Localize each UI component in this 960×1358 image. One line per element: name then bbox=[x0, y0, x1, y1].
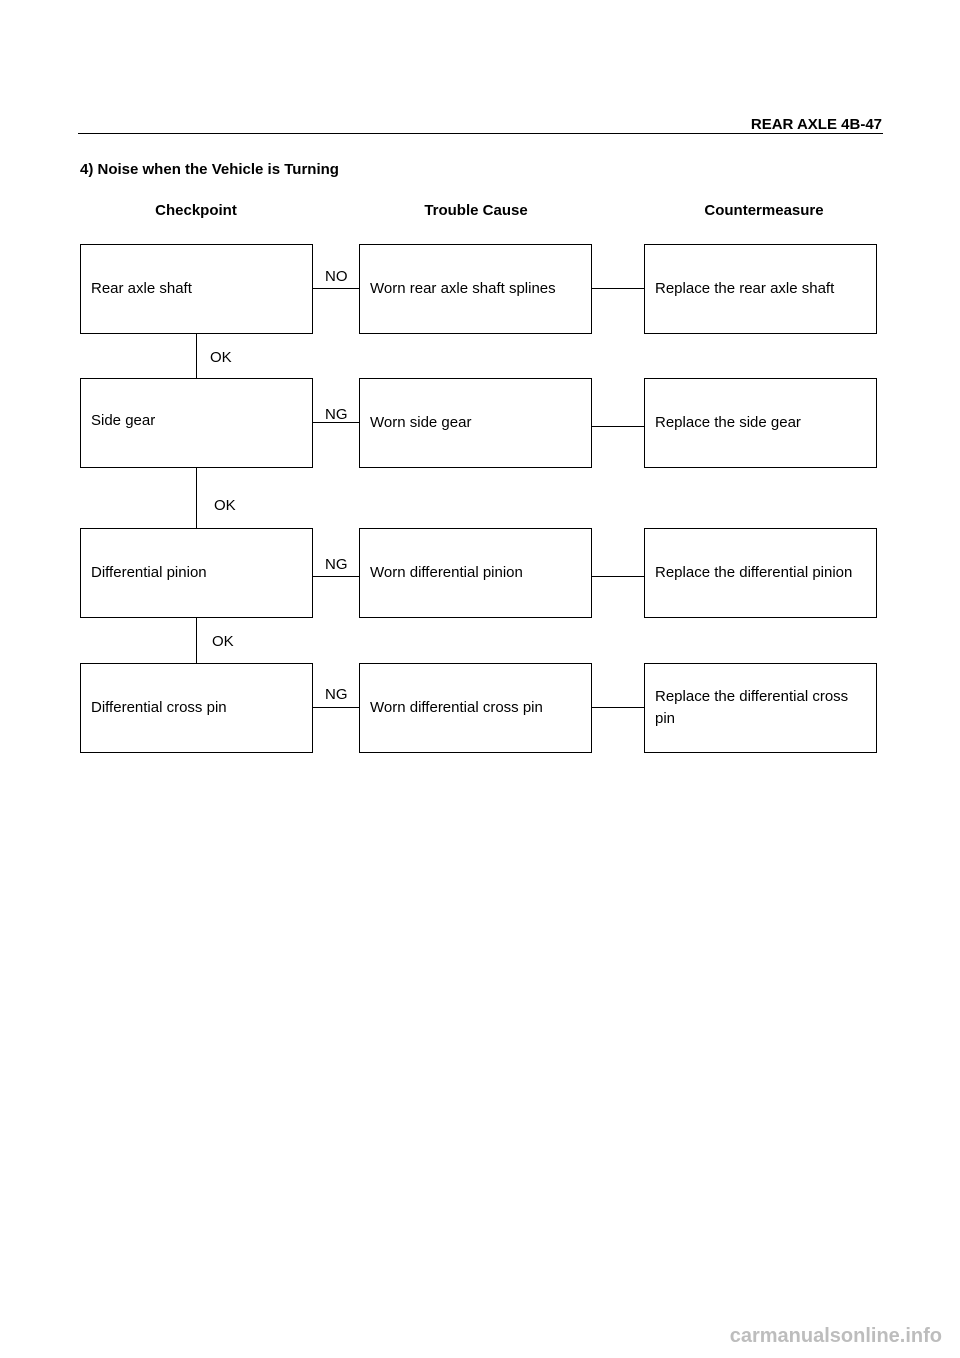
checkpoint-label: Rear axle shaft bbox=[91, 280, 192, 297]
connector-line bbox=[591, 707, 645, 708]
connector-line bbox=[312, 288, 360, 289]
result-label: NG bbox=[325, 406, 348, 423]
countermeasure-label: Replace the differential pinion bbox=[655, 564, 853, 581]
page-header-title: REAR AXLE 4B-47 bbox=[750, 116, 882, 133]
cause-label: Worn differential cross pin bbox=[370, 699, 543, 716]
header-rule bbox=[78, 133, 883, 134]
column-header-checkpoint: Checkpoint bbox=[155, 202, 237, 219]
result-label: NG bbox=[325, 686, 348, 703]
checkpoint-label: Differential pinion bbox=[91, 564, 207, 581]
countermeasure-box bbox=[644, 663, 877, 753]
ok-label: OK bbox=[210, 349, 232, 366]
checkpoint-label: Side gear bbox=[91, 412, 156, 429]
checkpoint-box bbox=[80, 378, 313, 468]
countermeasure-label: Replace the rear axle shaft bbox=[655, 280, 835, 297]
column-header-countermeasure: Countermeasure bbox=[704, 202, 824, 219]
cause-label: Worn differential pinion bbox=[370, 564, 523, 581]
ok-label: OK bbox=[212, 633, 234, 650]
connector-line bbox=[591, 288, 645, 289]
connector-line bbox=[591, 426, 645, 427]
checkpoint-box bbox=[80, 528, 313, 618]
cause-label: Worn rear axle shaft splines bbox=[370, 280, 556, 297]
checkpoint-box bbox=[80, 663, 313, 753]
connector-line bbox=[591, 576, 645, 577]
cause-box bbox=[359, 663, 592, 753]
cause-box bbox=[359, 244, 592, 334]
countermeasure-label: Replace the side gear bbox=[655, 414, 801, 431]
section-title: 4) Noise when the Vehicle is Turning bbox=[80, 161, 339, 178]
checkpoint-label: Differential cross pin bbox=[91, 699, 227, 716]
cause-label: Worn side gear bbox=[370, 414, 472, 431]
flow-line bbox=[196, 467, 197, 529]
countermeasure-label: Replace the differential cross pin bbox=[655, 688, 849, 727]
ok-label: OK bbox=[214, 497, 236, 514]
connector-line bbox=[312, 707, 360, 708]
cause-box bbox=[359, 378, 592, 468]
column-header-trouble-cause: Trouble Cause bbox=[424, 202, 528, 219]
connector-line bbox=[312, 576, 360, 577]
flow-line bbox=[196, 333, 197, 379]
countermeasure-box bbox=[644, 244, 877, 334]
watermark: carmanualsonline.info bbox=[729, 1325, 942, 1347]
flow-line bbox=[196, 618, 197, 664]
checkpoint-box bbox=[80, 244, 313, 334]
result-label: NO bbox=[325, 268, 348, 285]
countermeasure-box bbox=[644, 378, 877, 468]
cause-box bbox=[359, 528, 592, 618]
countermeasure-box bbox=[644, 528, 877, 618]
result-label: NG bbox=[325, 556, 348, 573]
